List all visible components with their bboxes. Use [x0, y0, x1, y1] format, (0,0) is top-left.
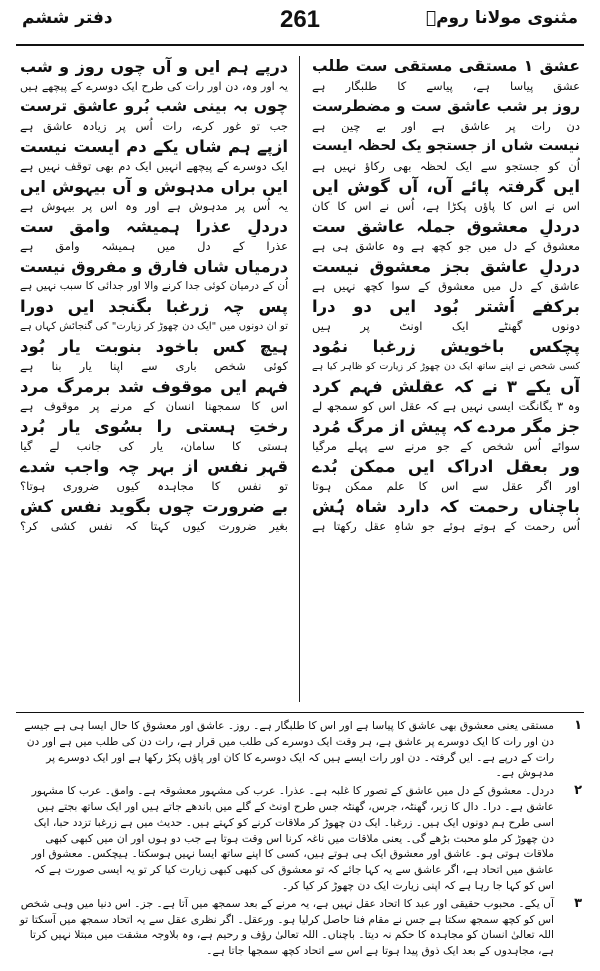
urdu-translation-line: دن رات پر عاشق ہے اور بے چین ہے [312, 119, 580, 133]
urdu-translation-line: عذرا کے دل میں ہمیشہ وامق ہے [20, 239, 288, 253]
persian-verse-line: پس چہ زرغبا بگنجد ایں دورا [20, 297, 288, 316]
urdu-translation-line: دونوں گھنٹے ایک اونٹ پر ہیں [312, 319, 580, 333]
persian-verse-line: باچناں رحمت کہ دارد شاہ ہُش [312, 497, 580, 516]
footnote-marker: ۱ [574, 718, 582, 733]
persian-verse-line: فہم ایں موقوف شد برمرگ مرد [20, 377, 288, 396]
urdu-translation-line: ایک دوسرے کے پیچھے انہیں ایک دم بھی توقف نہیں ہے [20, 159, 288, 173]
urdu-translation-line: یہ اُس پر مدہوش ہے اور وہ اس پر بیہوش ہے [20, 199, 288, 213]
persian-verse-line: دردلِ عاشق بجز معشوق نیست [312, 257, 580, 276]
footnote-rule [16, 712, 584, 713]
urdu-translation-line: تو ان دونوں میں "ایک دن چھوڑ کر زیارت" کی گنجائش کہاں ہے [20, 321, 288, 332]
urdu-translation-line: اس کا سمجھنا انسان کے مرنے پر موقوف ہے [20, 399, 288, 413]
urdu-translation-line: جب تو غور کرے، رات اُس پر زیادہ عاشق ہے [20, 119, 288, 133]
persian-verse-line: دردلِ عذرا ہمیشہ وامق ست [20, 217, 288, 236]
volume-label: دفتر ششم [22, 8, 113, 28]
header-rule [16, 44, 584, 46]
right-verse-column [312, 56, 580, 704]
footnotes-section [18, 718, 584, 964]
persian-verse-line: ایں براں مدہوش و آں بیہوش ایں [20, 177, 288, 196]
urdu-translation-line: اس نے اس کا پاؤں پکڑا ہے، اُس نے اس کا کان [312, 199, 580, 213]
page-number: 261 [279, 6, 321, 33]
footnote-text: آں یکے۔ محبوب حقیقی اور عبد کا اتحاد عقل نہیں ہے، یہ مرنے کے بعد سمجھ میں آتا ہے۔ جز۔ اس دنیا میں وہی شخص اس کو کچھ سمجھ سکتا ہے جس نے مقام فنا حاصل کرلیا ہو۔ ورعقل۔ اگر نظری عقل سے یہ اتحاد سمجھ میں آسکتا تو اللہ تعالیٰ انسان کو مجاہدہ کا حکم نہ دیتا۔ باچناں۔ اللہ تعالیٰ رؤف و رحیم ہے، وہ بلاوجہ مشقت میں مبتلا نہیں کرتا ہے، مجاہدوں کے بعد ایک ذوق پیدا ہوتا ہے اس سے اتحاد کچھ سمجھا جاتا ہے۔ [19, 896, 554, 958]
urdu-translation-line: اُس رحمت کے ہوتے ہوئے جو شاہِ عقل رکھتا ہے [312, 519, 580, 533]
footnote-marker: ۳ [574, 895, 582, 911]
persian-verse-line: ازپے ہم شاں یکے دم ایست نیست [20, 137, 288, 156]
persian-verse-line: بے ضرورت چوں بگوید نفس کش [20, 497, 288, 516]
persian-verse-line: ور بعقل ادراک ایں ممکن بُدے [312, 457, 580, 476]
left-verse-column [20, 56, 288, 704]
persian-verse-line: درمیاں شاں فارق و مفروق نیست [20, 257, 288, 276]
persian-verse-line: ہیچ کس باخود بنوبت یار بُود [20, 337, 288, 356]
urdu-translation-line: معشوق کے دل میں جو کچھ ہے وہ عاشق ہی ہے [312, 239, 580, 253]
persian-verse-line: دردلِ معشوق جملہ عاشق ست [312, 217, 580, 236]
footnote-text: دردل۔ معشوق کے دل میں عاشق کے تصور کا غلبہ ہے۔ عذرا۔ عرب کی مشہور معشوقہ ہے۔ وامق۔ عرب کا مشہور عاشق ہے۔ درا۔ دال کا زبر، گھنٹہ، جرس، گھنٹہ جس طرح اونٹ کے گلے میں باندھے جاتے ہیں اور ایک ساتھ بجتے ہیں اسی طرح ہم دونوں ایک ہیں۔ زرغبا۔ ایک دن چھوڑ کر ملاقات کرنے کو کہتے ہیں۔ حدیث میں ہے زرغبا تزدد حبا، ایک دن چھوڑ کر ملو محبت بڑھے گی۔ یعنی ملاقات میں ناغہ کرنا اس وقت ہوتا ہے جب دو ہوں اور ان میں کبھی کبھی ملاقات ہوتی ہو۔ عاشق اور معشوق ایک ہی ہوتے ہیں، کسی کا اپنے ساتھ ایسا نہیں ہوسکتا۔ ہیچکس۔ معشوق اور عاشق میں اتحاد ہے، اگر عاشق سے یہ کہا جائے کہ تو معشوق کی کبھی کبھی زیارت کیا کر تو یہ ایسی صورت ہے کہ اس کو کہا جا رہا ہے کہ اپنی زیارت ایک دن چھوڑ کر کیا کر۔ [31, 784, 554, 892]
persian-verse-line: پچکس باخویش زرغبا نمُود [312, 337, 580, 356]
urdu-translation-line: اُن کو جستجو سے ایک لحظہ بھی رکاؤ نہیں ہے [312, 159, 580, 173]
column-divider [299, 56, 300, 702]
persian-verse-line: آں یکے ۳ نے کہ عقلش فہم کرد [312, 377, 580, 396]
persian-verse-line: قہرِ نفس از بہر چہ واجب شدے [20, 457, 288, 476]
footnote-marker: ۲ [574, 783, 582, 799]
urdu-translation-line: اور اگر عقل سے اس کا علم ممکن ہوتا [312, 479, 580, 493]
urdu-translation-line: کسی شخص نے اپنے ساتھ ایک دن چھوڑ کر زیارت کو ظاہر کیا ہے [312, 361, 580, 372]
urdu-translation-line: وہ ۳ یگانگت ایسی نہیں ہے کہ عقل اس کو سمجھ لے [312, 399, 580, 413]
urdu-translation-line: یہ اور وہ، دن اور رات کی طرح ایک دوسرے کے پیچھے ہیں [20, 80, 288, 93]
urdu-translation-line: ہستی کا سامان، یار کی جانب لے گیا [20, 439, 288, 453]
persian-verse-line: درپے ہم ایں و آں چوں روز و شب [20, 57, 288, 76]
persian-verse-line: رختِ ہستی را بسُوی یار بُرد [20, 417, 288, 436]
urdu-translation-line: کوئی شخص باری سے اپنا یار بنا ہے [20, 359, 288, 373]
urdu-translation-line: سوائے اُس شخص کے جو مرنے سے پہلے مرگیا [312, 439, 580, 453]
persian-verse-line: عشق ۱ مستقی مستقی ست طلب [312, 57, 580, 75]
persian-verse-line: برکفے اُشتر بُود ایں دو درا [312, 297, 580, 316]
persian-verse-line: نیست شاں از جستجو یک لحظہ ایست [312, 138, 580, 154]
persian-verse-line: چوں بہ بینی شب بُرو عاشق ترست [20, 97, 288, 115]
footnote-text: مستقی یعنی معشوق بھی عاشق کا پیاسا ہے اور اس کا طلبگار ہے۔ روز۔ عاشق اور معشوق کا حال ایسا ہی ہے جیسے دن اور رات کا ایک دوسرے پر عاشق ہے، ہر وقت ایک دوسرے کی طلب میں قرار ہے، رات دن کی طلب میں ہے اور دن رات کے درپے ہے۔ ایں گرفتہ۔ دن اور رات ایسے ہیں کہ ایک دوسرے کا کان اور پاؤں پکڑ رکھا ہے اور ایک دوسرے پر مدہوش ہے۔ [24, 719, 554, 780]
persian-verse-line: روز بر شب عاشق ست و مضطرست [312, 97, 580, 115]
footnote [18, 896, 584, 959]
persian-verse-line: ایں گرفتہ پائے آں، آں گوشِ ایں [312, 177, 580, 196]
persian-verse-line: جز مگر مردے کہ پیش از مرگ مُرد [312, 417, 580, 436]
footnote [18, 718, 584, 781]
urdu-translation-line: اُن کے درمیان کوئی جدا کرنے والا اور جدائی کا سبب نہیں ہے [20, 280, 288, 292]
urdu-translation-line: عاشق کے دل میں معشوق کے سوا کچھ نہیں ہے [312, 279, 580, 293]
urdu-translation-line: تو نفس کا مجاہدہ کیوں ضروری ہوتا؟ [20, 479, 288, 493]
urdu-translation-line: عشق پیاسا ہے، پیاسے کا طلبگار ہے [312, 79, 580, 93]
page-header [0, 0, 600, 46]
footnote [18, 783, 584, 894]
book-title: مثنوی مولانا رومؒ [425, 8, 578, 28]
urdu-translation-line: بغیر ضرورت کیوں کہتا کہ نفس کشی کر؟ [20, 519, 288, 533]
